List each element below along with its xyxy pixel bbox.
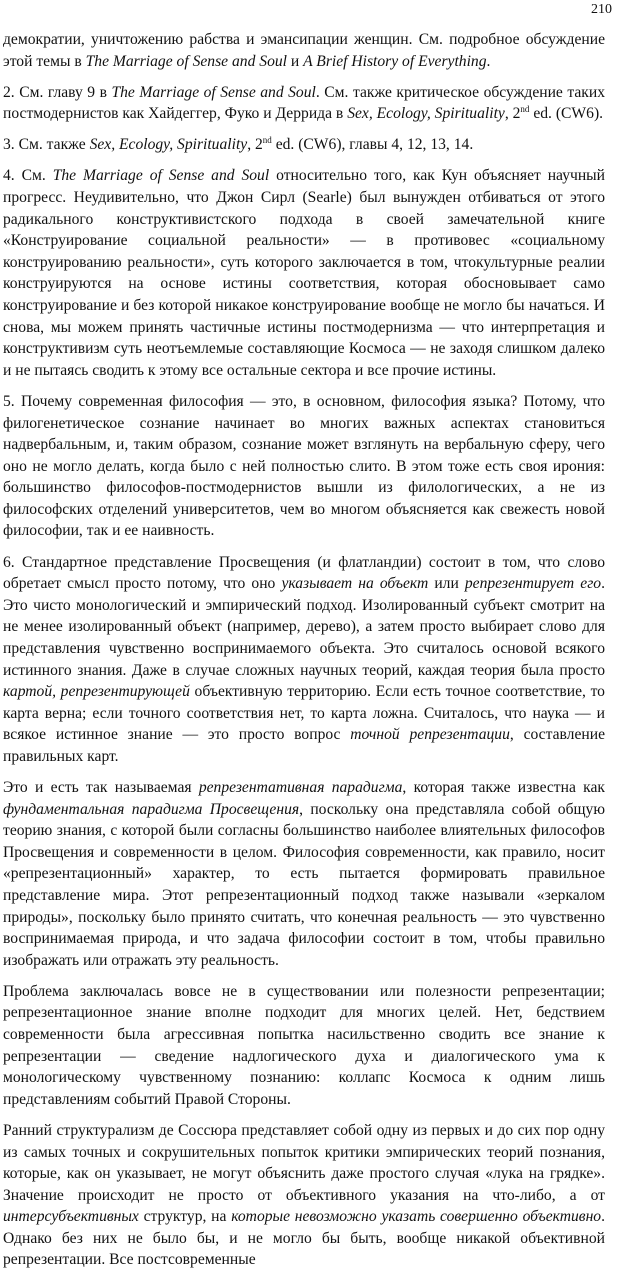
paragraph — [3, 82, 605, 125]
text-run: относительно того, как Кун объясняет научный прогресс. Неудивительно, что Джон Сирл (Searle) был вынужден отбиваться от этого радикального конструктивистского подхода в своей замечательной книге «Конструирование социальной реальности» — в противовес «социальному конструированию реальности», суть которого заключается в том, чтокультурные реалии конструируются на основе истины соответствия, которая обосновывает само конструирование и без которой никакое конструирование вообще не могло бы начаться. И снова, мы можем принять частичные истины постмодернизма — что интерпретация и конструктивизм суть неотъемлемые составляющие Космоса — не заходя слишком далеко и не пытаясь сводить к этому все остальные сектора и все прочие истины. — [3, 167, 605, 379]
text-run: Проблема заключалась вовсе не в существовании или полезности репрезентации; репрезентационное знание вполне подходит для многих целей. Нет, бедствием современности была агрессивная попытка насильственно сводить все знание к репрезентации — сведение надлогического духа и диалогического ума к монологическому чувственному познанию: коллапс Космоса к одним лишь представлениям событий Правой Стороны. — [3, 982, 605, 1108]
italic-text: A Brief History of Everything — [303, 52, 487, 70]
italic-text: которые невозможно указать совершенно объективно — [231, 1208, 602, 1226]
text-run: и — [287, 52, 304, 70]
paragraph — [3, 134, 605, 156]
text-run: , поскольку она представляла собой общую теорию знания, с которой были согласны большинство наиболее влиятельных философов Просвещения и современности в целом. Философия современности, как правило, носит «репрезентационный» характер, то есть пытается формировать правильное представление мира. Этот репрезентационный подход также называли «зеркалом природы», поскольку было принято считать, что конечная реальность — это чувственно воспринимаемая природа, и что задача философии состоит в том, чтобы правильно изображать или отражать эту реальность. — [3, 800, 605, 969]
page-number: 210 — [591, 2, 612, 17]
document-body — [3, 29, 605, 1281]
paragraph — [3, 29, 605, 72]
italic-text: картой, репрезентирующей — [3, 683, 190, 701]
italic-text: The Marriage of Sense and Soul — [111, 83, 316, 101]
text-run: или — [428, 575, 465, 593]
text-run: 3. См. также — [3, 136, 90, 154]
superscript-text: nd — [520, 104, 530, 115]
text-run: 2. См. главу 9 в — [3, 83, 112, 101]
text-run: ed. (CW6). — [529, 105, 604, 123]
paragraph — [3, 777, 605, 971]
paragraph — [3, 552, 605, 768]
text-run: демократии, уничтожению рабства и эмансипации женщин. См. подробное обсуждение этой темы в — [3, 31, 605, 70]
paragraph — [3, 981, 605, 1111]
text-run: , 2 — [247, 136, 263, 154]
text-run: , 2 — [504, 105, 521, 123]
superscript-text: nd — [262, 135, 272, 146]
text-run: объективную территорию. Если есть точное соответствие, то карта верна; если точного соответствия нет, то карта ложна. Считалось, что наука — и всякое истинное знание — это просто вопрос — [3, 683, 605, 744]
italic-text: репрезентативная парадигма — [198, 779, 403, 796]
italic-text: фундаментальная парадигма Просвещения — [3, 800, 300, 818]
text-run: , которая также известна как — [402, 779, 605, 796]
text-run: 5. Почему современная философия — это, в основном, философия языка? Потому, что филогенетическое сознание начинает во многих важных аспектах становиться надвербальным, и, таким образом, сознание может взглянуть на вербальную сферу, чего оно не могло делать, когда было с ней полностью слито. В этом тоже есть своя ирония: большинство философов-постмодернистов вышли из филологических, а не из философских отделений университетов, чем во многом объясняется как свежесть новой философии, так и ее наивность. — [3, 392, 605, 540]
paragraph — [3, 1120, 605, 1271]
italic-text: интерсубъективных — [3, 1208, 139, 1226]
text-run: . — [486, 52, 491, 70]
paragraph — [3, 165, 605, 381]
italic-text: указывает на объект — [281, 575, 429, 593]
paragraph — [3, 391, 605, 542]
italic-text: The Marriage of Sense and Soul — [85, 52, 287, 70]
text-run: Это и есть так называемая — [3, 779, 199, 796]
text-run: ed. (CW6), главы 4, 12, 13, 14. — [271, 136, 474, 154]
text-run: , составление правильных карт. — [3, 726, 605, 765]
italic-text: репрезентирует его — [464, 575, 602, 593]
text-run: структур, на — [138, 1208, 232, 1226]
italic-text: точной репрезентации — [350, 726, 510, 744]
text-run: . Однако без них не было бы, и не могло бы быть, вообще никакой объективной репрезентации. Все постсовременные — [3, 1208, 606, 1269]
text-run: 6. Стандартное представление Просвещения (и флатландии) состоит в том, что слово обретает смысл просто потому, что оно — [3, 553, 605, 593]
italic-text: Sex, Ecology, Spirituality — [89, 136, 248, 154]
text-run: . Это чисто монологический и эмпирический подход. Изолированный субъект смотрит на не менее изолированный объект (например, дерево), а затем просто выбирает слово для представления чувственно воспринимаемого объекта. Это считалось основой всякого истинного знания. Даже в случае сложных научных теорий, каждая теория была просто — [3, 575, 605, 679]
text-run: . См. также критическое обсуждение таких постмодернистов как Хайдеггер, Фуко и Деррида в — [3, 83, 605, 123]
italic-text: Sex, Ecology, Spirituality — [347, 105, 505, 123]
italic-text: The Marriage of Sense and Soul — [52, 167, 270, 185]
text-run: Ранний структурализм де Соссюра представляет собой одну из первых и до сих пор одну из самых точных и сокрушительных попыток критики эмпирических теорий познания, которые, как он указывает, не могут объяснить даже простого случая «лука на грядке». Значение происходит не просто от объективного указания на что-либо, а от — [3, 1121, 605, 1204]
text-run: 4. См. — [3, 167, 53, 185]
